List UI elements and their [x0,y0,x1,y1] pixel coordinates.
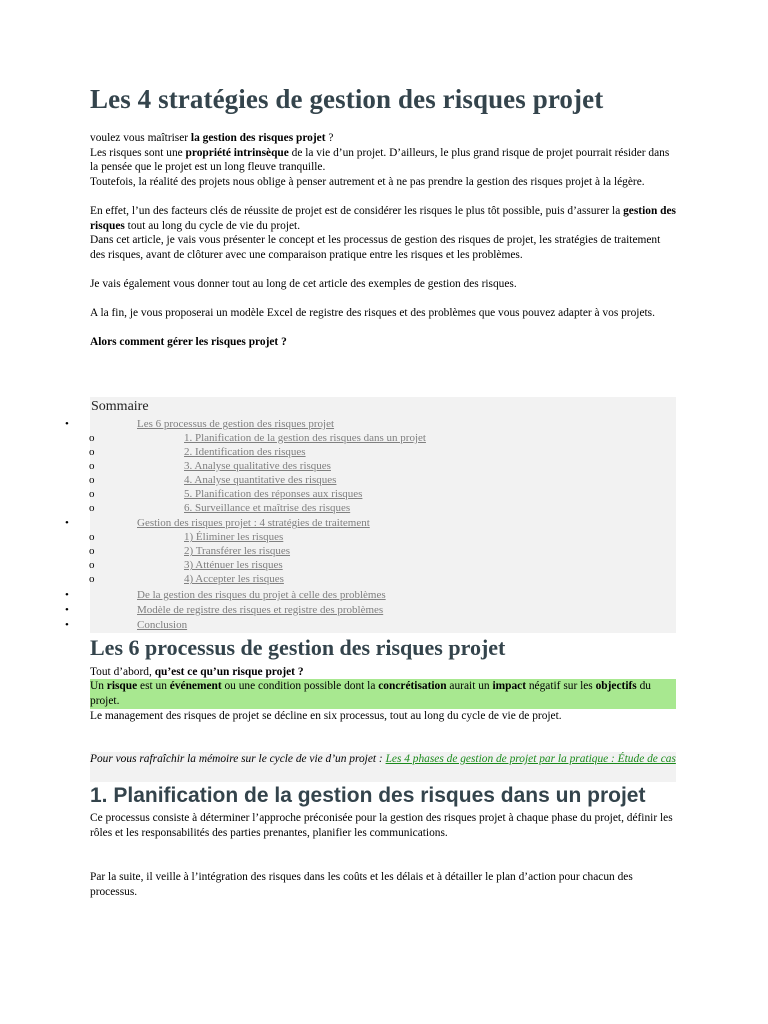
toc-link[interactable]: Modèle de registre des risques et registre des problèmes [137,604,384,616]
toc-item [184,572,284,586]
intro-line [90,131,676,146]
toc-title: Sommaire [91,399,149,414]
bold-text: qu’est ce qu’un risque projet ? [154,666,304,678]
intro-bold: gestion des risques [90,204,676,232]
text-span: Un [90,680,107,692]
toc-link[interactable]: Gestion des risques projet : 4 stratégies de traitement [137,517,370,529]
toc-link[interactable]: 1. Planification de la gestion des risques dans un projet [184,432,426,444]
toc-item [184,459,331,473]
toc-item [184,431,426,445]
text-span: Tout d’abord, [90,666,155,678]
toc-link[interactable]: 1) Éliminer les risques [184,531,284,543]
intro-bold: propriété intrinsèque [185,146,289,159]
bold-text: impact [492,680,526,692]
toc-item [184,501,350,515]
toc-item [184,558,283,572]
question-line [90,665,676,680]
intro-text-span: voulez vous maîtriser [90,132,191,144]
intro-text-span: de la vie d’un projet. D’ailleurs, le plus grand risque de projet pourrait résider dans la pensée que le projet est un long fleuve tranquille. [90,146,670,174]
toc-item [137,603,383,617]
intro-line: Je vais également vous donner tout au long de cet article des exemples de gestion des risques. [90,277,517,290]
toc-item [137,417,334,431]
bullet-marker: • [65,604,69,616]
bullet-marker: • [65,589,69,601]
sub-marker: o [89,474,95,486]
intro-text-span: Les risques sont une [90,146,186,159]
sub-marker: o [89,545,95,557]
toc-item [184,530,283,544]
toc-link[interactable]: 3. Analyse qualitative des risques [184,460,331,472]
table-of-contents [65,397,676,633]
toc-item [184,473,336,487]
intro-text-span: tout au long du cycle de vie du projet. [124,219,301,232]
toc-link[interactable]: Les 6 processus de gestion des risques projet [137,418,335,430]
toc-item [184,544,290,558]
toc-item [137,618,187,632]
intro-text-span: En effet, l’un des facteurs clés de réussite de projet est de considérer les risques le plus tôt possible, puis d’assurer la [90,204,624,217]
toc-link[interactable]: De la gestion des risques du projet à celle des problèmes [137,589,386,601]
intro-line: Toutefois, la réalité des projets nous oblige à penser autrement et à ne pas prendre la gestion des risques projet à la légère. [90,175,645,188]
section-heading: Les 6 processus de gestion des risques projet [90,635,506,660]
subsection-heading: 1. Planification de la gestion des risques dans un projet [90,784,646,807]
paragraph: Par la suite, il veille à l’intégration des risques dans les coûts et les délais et à détailler le plan d’action pour chacun des processus. [90,871,633,898]
intro-line: A la fin, je vous proposerai un modèle Excel de registre des risques et des problèmes que vous pouvez adapter à vos projets. [90,307,655,320]
sub-marker: o [89,488,95,500]
intro-text [90,131,676,350]
intro-question [90,335,676,350]
text-span: négatif sur les [526,680,596,692]
bold-text: objectifs [595,680,637,692]
note-text: Pour vous rafraîchir la mémoire sur le cycle de vie d’un projet : [90,753,386,765]
toc-item [137,516,370,530]
text-span: ou une condition possible dont la [221,680,379,692]
toc-link[interactable]: 4. Analyse quantitative des risques [184,474,337,486]
sub-marker: o [89,446,95,458]
bullet-marker: • [65,619,69,631]
intro-line [90,204,676,233]
paragraph: Ce processus consiste à déterminer l’approche préconisée pour la gestion des risques projet à chaque phase du projet, définir les rôles et les responsabilités des parties prenantes, planifier les communications. [90,812,673,839]
management-paragraph: Le management des risques de projet se décline en six processus, tout au long du cycle de vie de projet. [90,710,562,722]
toc-item [137,588,386,602]
definition-highlight [90,679,676,709]
sub-marker: o [89,432,95,444]
sub-marker: o [89,573,95,585]
text-span: du projet. [90,680,651,707]
toc-link[interactable]: 2. Identification des risques [184,446,306,458]
toc-link[interactable]: 5. Planification des réponses aux risques [184,488,363,500]
intro-bold: la gestion des risques projet [190,132,326,144]
toc-item [184,487,362,501]
text-span: est un [137,680,170,692]
bullet-marker: • [65,517,69,529]
intro-text-span: ? [325,132,334,144]
bullet-marker: • [65,418,69,430]
sub-marker: o [89,559,95,571]
bold-text: risque [106,680,138,692]
toc-link[interactable]: 6. Surveillance et maîtrise des risques [184,502,351,514]
bold-text: événement [169,680,222,692]
sub-marker: o [89,531,95,543]
toc-item [184,445,306,459]
sub-marker: o [89,502,95,514]
intro-line: Dans cet article, je vais vous présenter le concept et les processus de gestion des risques de projet, les stratégies de traitement des risques, avant de clôturer avec une comparaison pratique entre les risques et les problèmes. [90,234,661,261]
bold-text: concrétisation [378,680,447,692]
toc-link[interactable]: 4) Accepter les risques [184,573,284,585]
toc-link[interactable]: 2) Transférer les risques [184,545,291,557]
page-title: Les 4 stratégies de gestion des risques projet [90,84,604,114]
reminder-note [90,752,676,782]
toc-link[interactable]: Conclusion [137,619,188,631]
toc-link[interactable]: 3) Atténuer les risques [184,559,283,571]
intro-line [90,146,676,175]
project-phases-link[interactable]: Les 4 phases de gestion de projet par la pratique : Étude de cas [385,753,676,765]
text-span: aurait un [446,680,493,692]
intro-bold: Alors comment gérer les risques projet ? [90,336,287,349]
sub-marker: o [89,460,95,472]
